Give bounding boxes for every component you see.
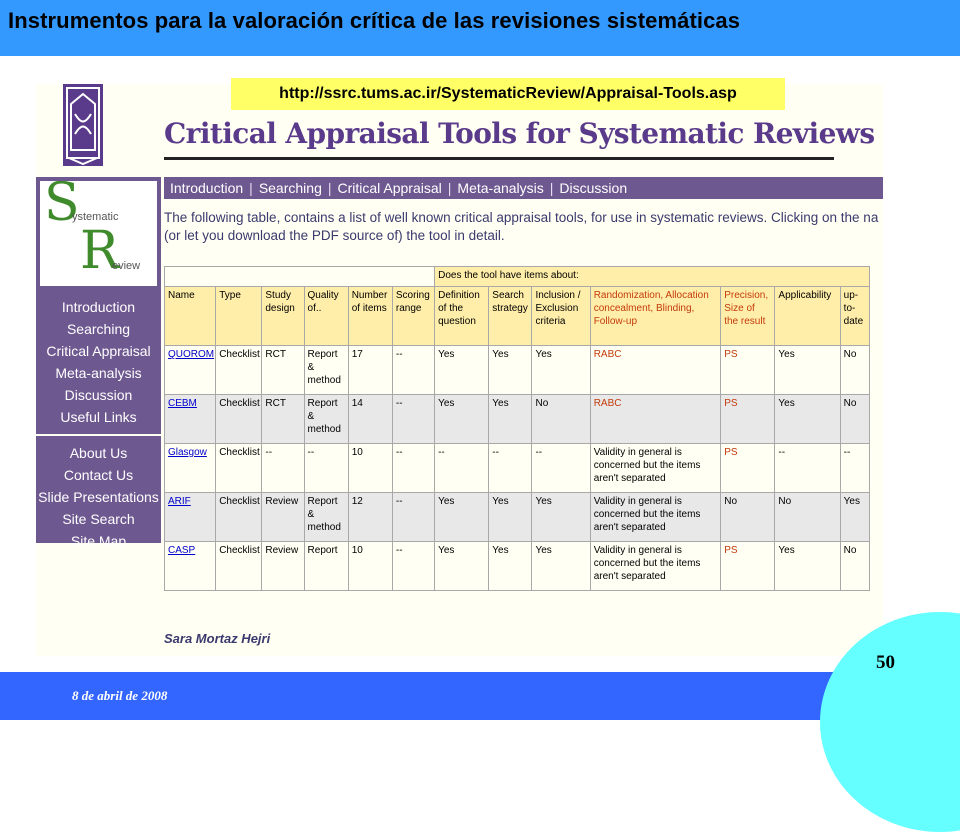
- table-cell: RCT: [262, 346, 304, 395]
- table-cell: PS: [721, 395, 775, 444]
- column-header-search-strategy: Search strategy: [489, 287, 532, 346]
- table-cell: --: [392, 395, 434, 444]
- column-header-quality: Quality of..: [304, 287, 348, 346]
- table-cell: Yes: [435, 493, 489, 542]
- table-group-header: Does the tool have items about:: [435, 267, 870, 287]
- slide-title: Instrumentos para la valoración crítica de las revisiones sistemáticas: [8, 8, 741, 33]
- table-cell: --: [304, 444, 348, 493]
- side-nav-searching[interactable]: Searching: [66, 321, 131, 337]
- systematic-review-logo: [36, 177, 161, 290]
- table-row: [165, 444, 870, 493]
- column-header-precision: Precision, Size of the result: [721, 287, 775, 346]
- nav-separator: |: [447, 180, 452, 196]
- side-nav-about-us[interactable]: About Us: [69, 445, 128, 461]
- side-nav-discussion[interactable]: Discussion: [64, 387, 133, 403]
- table-cell: Report & method: [304, 493, 348, 542]
- nav-separator: |: [249, 180, 253, 196]
- page-number: 50: [876, 652, 895, 673]
- column-header-type: Type: [216, 287, 262, 346]
- top-nav-discussion[interactable]: Discussion: [559, 180, 628, 196]
- tool-link-arif[interactable]: ARIF: [168, 496, 191, 507]
- table-cell: --: [775, 444, 840, 493]
- table-row: [165, 542, 870, 591]
- table-cell: Yes: [435, 395, 489, 444]
- appraisal-tools-table: [164, 266, 870, 591]
- table-cell: No: [840, 395, 869, 444]
- column-header-number-of-items: Number of items: [348, 287, 392, 346]
- table-cell: Yes: [532, 493, 590, 542]
- top-navigation: [164, 177, 883, 199]
- nav-separator: |: [549, 180, 554, 196]
- logo-text-review: eview: [112, 260, 141, 272]
- side-navigation: [36, 290, 161, 549]
- university-logo: [63, 84, 103, 166]
- table-cell: Yes: [532, 346, 590, 395]
- table-cell: Checklist: [216, 395, 262, 444]
- table-row: [165, 395, 870, 444]
- table-cell: 14: [348, 395, 392, 444]
- side-nav-introduction[interactable]: Introduction: [61, 299, 136, 315]
- top-nav-meta-analysis[interactable]: Meta-analysis: [457, 180, 544, 196]
- side-nav-useful-links[interactable]: Useful Links: [60, 409, 137, 425]
- table-cell: --: [392, 444, 434, 493]
- table-cell: Yes: [840, 493, 869, 542]
- table-cell: 12: [348, 493, 392, 542]
- column-header-inclusion-exclusion: Inclusion / Exclusion criteria: [532, 287, 590, 346]
- table-cell: --: [840, 444, 869, 493]
- table-cell: No: [840, 542, 869, 591]
- table-cell: Checklist: [216, 444, 262, 493]
- table-cell: 17: [348, 346, 392, 395]
- table-cell: Validity in general is concerned but the items aren't separated: [590, 493, 721, 542]
- table-cell: RCT: [262, 395, 304, 444]
- table-cell: No: [775, 493, 840, 542]
- website-screenshot: [36, 84, 883, 656]
- table-cell: Yes: [489, 346, 532, 395]
- table-cell: --: [392, 493, 434, 542]
- table-cell: PS: [721, 346, 775, 395]
- table-cell: Yes: [489, 395, 532, 444]
- table-cell: Yes: [775, 395, 840, 444]
- side-nav-site-search[interactable]: Site Search: [62, 511, 135, 527]
- top-nav-searching[interactable]: Searching: [258, 180, 322, 196]
- top-nav-introduction[interactable]: Introduction: [170, 180, 244, 196]
- table-cell: Yes: [532, 542, 590, 591]
- tool-link-casp[interactable]: CASP: [168, 545, 196, 556]
- column-header-definition: Definition of the question: [435, 287, 489, 346]
- table-cell: Validity in general is concerned but the items aren't separated: [590, 542, 721, 591]
- side-nav-divider: [36, 428, 161, 436]
- table-cell: Checklist: [216, 542, 262, 591]
- top-nav-critical-appraisal[interactable]: Critical Appraisal: [337, 180, 442, 196]
- table-cell: Yes: [435, 346, 489, 395]
- intro-line-1: The following table, contains a list of well known critical appraisal tools, for use in systematic reviews. Clicking on the na: [164, 210, 879, 225]
- column-header-up-to-date: up-to-date: [840, 287, 869, 346]
- logo-letter-s: S: [44, 181, 80, 233]
- table-row: [165, 493, 870, 542]
- table-cell: Review: [262, 542, 304, 591]
- side-nav-contact-us[interactable]: Contact Us: [63, 467, 134, 483]
- column-header-applicability: Applicability: [775, 287, 840, 346]
- table-cell: No: [532, 395, 590, 444]
- side-nav-slide-presentations[interactable]: Slide Presentations: [38, 489, 159, 505]
- logo-text-systematic: ystematic: [72, 211, 119, 223]
- table-cell: Validity in general is concerned but the items aren't separated: [590, 444, 721, 493]
- table-cell: No: [721, 493, 775, 542]
- table-cell: Yes: [775, 346, 840, 395]
- table-cell: Review: [262, 493, 304, 542]
- table-cell: No: [840, 346, 869, 395]
- table-cell: Yes: [489, 493, 532, 542]
- logo-letter-r: R: [80, 221, 120, 281]
- table-cell: --: [392, 542, 434, 591]
- table-cell: Yes: [435, 542, 489, 591]
- table-cell: --: [262, 444, 304, 493]
- table-cell: --: [435, 444, 489, 493]
- slide-date: 8 de abril de 2008: [72, 688, 168, 703]
- column-header-scoring-range: Scoring range: [392, 287, 434, 346]
- table-cell: Checklist: [216, 493, 262, 542]
- source-url: http://ssrc.tums.ac.ir/SystematicReview/Appraisal-Tools.asp: [231, 78, 785, 110]
- column-header-study-design: Study design: [262, 287, 304, 346]
- tool-link-cebm[interactable]: CEBM: [168, 398, 197, 409]
- table-cell: Yes: [775, 542, 840, 591]
- side-nav-critical-appraisal[interactable]: Critical Appraisal: [46, 343, 151, 359]
- site-title: Critical Appraisal Tools for Systematic Reviews: [164, 117, 875, 150]
- side-nav-site-map[interactable]: Site Map: [70, 533, 127, 549]
- column-header-randomization: Randomization, Allocation concealment, Blinding, Follow-up: [590, 287, 721, 346]
- table-cell: Report & method: [304, 395, 348, 444]
- nav-separator: |: [327, 180, 332, 196]
- intro-line-2: (or let you download the PDF source of) the tool in detail.: [164, 228, 505, 243]
- side-nav-meta-analysis[interactable]: Meta-analysis: [55, 365, 142, 381]
- tool-link-glasgow[interactable]: Glasgow: [168, 447, 207, 458]
- author-name: Sara Mortaz Hejri: [164, 631, 271, 646]
- table-cell: Checklist: [216, 346, 262, 395]
- table-cell: 10: [348, 444, 392, 493]
- table-cell: PS: [721, 542, 775, 591]
- table-cell: PS: [721, 444, 775, 493]
- table-row: [165, 346, 870, 395]
- table-corner-blank: [165, 267, 435, 287]
- table-cell: --: [392, 346, 434, 395]
- column-header-name: Name: [165, 287, 216, 346]
- title-underline: [164, 157, 834, 160]
- table-cell: RABC: [590, 395, 721, 444]
- table-cell: 10: [348, 542, 392, 591]
- table-cell: Yes: [489, 542, 532, 591]
- table-cell: --: [532, 444, 590, 493]
- tool-link-quorom[interactable]: QUOROM: [168, 349, 215, 360]
- table-cell: --: [489, 444, 532, 493]
- table-cell: RABC: [590, 346, 721, 395]
- intro-text: [164, 209, 883, 245]
- table-cell: Report: [304, 542, 348, 591]
- table-cell: Report & method: [304, 346, 348, 395]
